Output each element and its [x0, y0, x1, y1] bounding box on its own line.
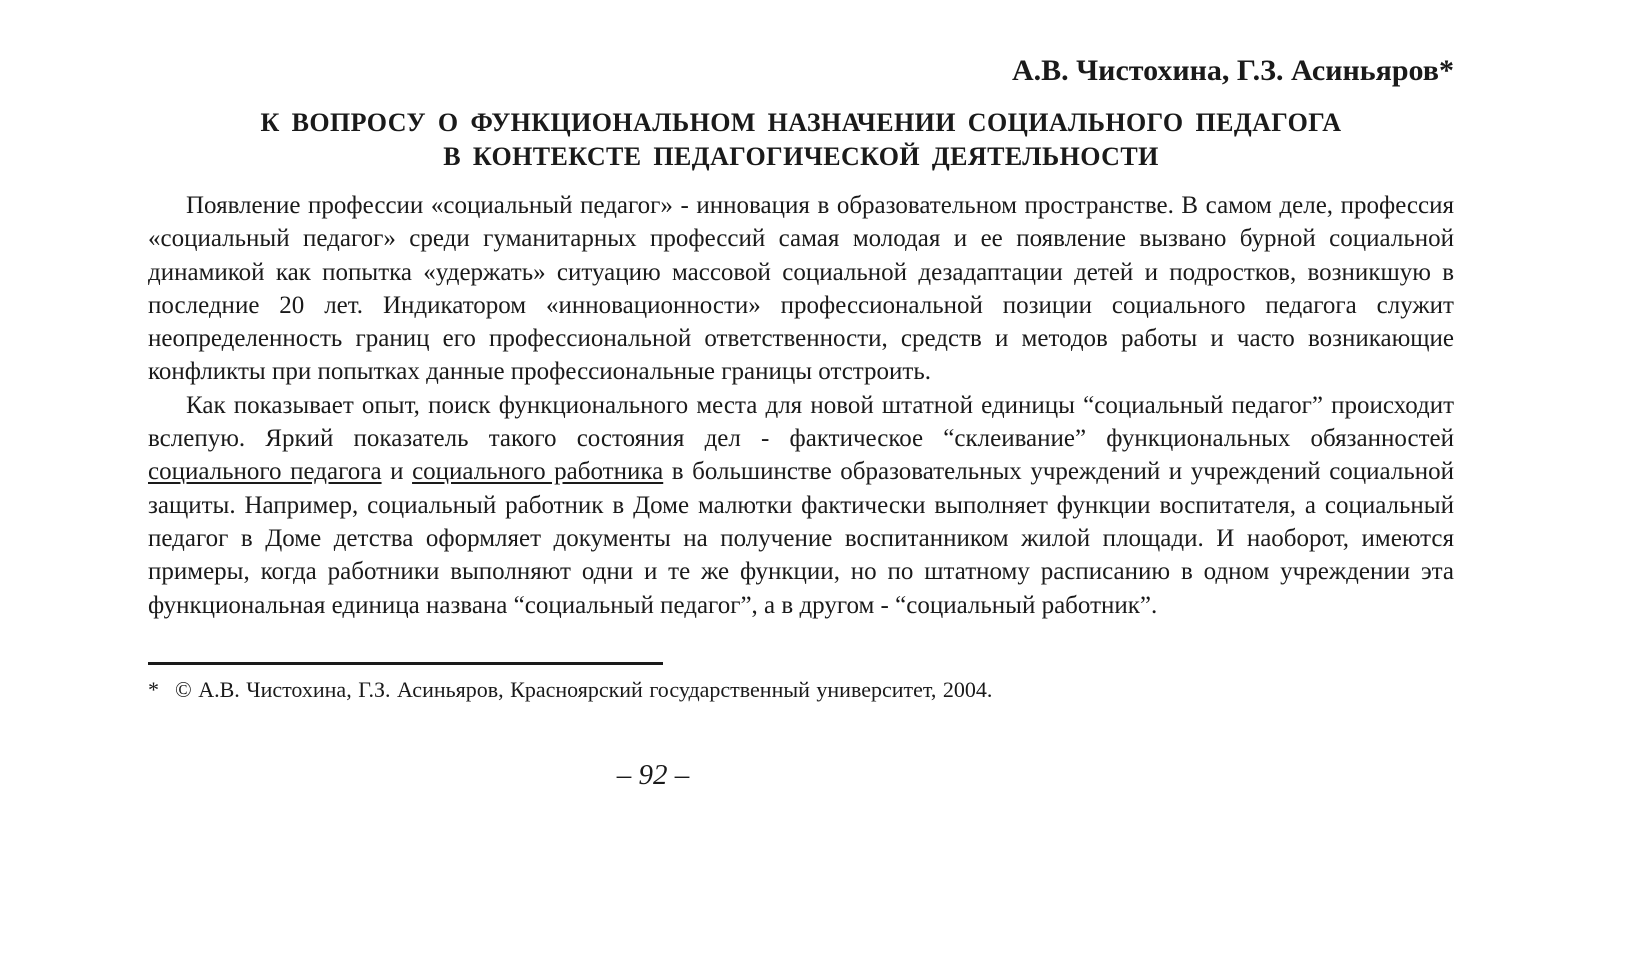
page-number — [0, 755, 1306, 795]
underlined-social-pedagogue: социального педагога — [148, 458, 382, 486]
paragraph-2-text-c: в большинстве образовательных учреждений и учреждений социальной защиты. Например, социальный работник в Доме малютки фактически выполняет функции воспитателя, а социальный педагог в Доме детства оформляет документы на получение воспитанником жилой площади. И наоборот, имеются примеры, когда работники выполняют одни и те же функции, но по штатному расписанию в одном учреждении эта функциональная единица названа “социальный педагог”, а в другом - “социальный работник”. — [148, 458, 1454, 619]
paragraph-1: Появление профессии «социальный педагог» - инновация в образовательном пространстве. В самом деле, профессия «социальный педагог» среди гуманитарных профессий самая молодая и ее появление вызвано бурной социальной динамикой как попытка «удержать» ситуацию массовой социальной дезадаптации детей и подростков, возникшую в последние 20 лет. Индикатором «инновационности» профессиональной позиции социального педагога служит неопределенность границ его профессиональной ответственности, средств и методов работы и часто возникающие конфликты при попытках данные профессиональные границы отстроить. — [148, 192, 1454, 386]
article-title — [148, 106, 1454, 174]
title-line-2: В КОНТЕКСТЕ ПЕДАГОГИЧЕСКОЙ ДЕЯТЕЛЬНОСТИ — [443, 142, 1159, 171]
page-number-dash-left: – — [616, 759, 632, 791]
underlined-social-worker: социального работника — [412, 458, 664, 486]
paragraph-2-text-a: Как показывает опыт, поиск функционального места для новой штатной единицы “социальный педагог” происходит вслепую. Яркий показатель такого состояния дел - фактическое “склеивание” функциональных обязанностей — [148, 391, 1454, 453]
footnote-divider — [148, 662, 663, 665]
footnote-text: © А.В. Чистохина, Г.З. Асиньяров, Красноярский государственный университет, 2004. — [175, 676, 993, 702]
paragraph-2-text-b: и — [381, 458, 413, 486]
footnote-marker: * — [148, 676, 159, 702]
title-line-1: К ВОПРОСУ О ФУНКЦИОНАЛЬНОМ НАЗНАЧЕНИИ СОЦИАЛЬНОГО ПЕДАГОГА — [260, 108, 1342, 137]
authors: А.В. Чистохина, Г.З. Асиньяров* — [1011, 54, 1454, 87]
document-page — [148, 52, 1454, 705]
page-number-value: 92 — [638, 759, 668, 791]
paragraph-2 — [148, 389, 1454, 622]
footnote — [148, 675, 1454, 705]
page-number-dash-right: – — [674, 759, 690, 791]
